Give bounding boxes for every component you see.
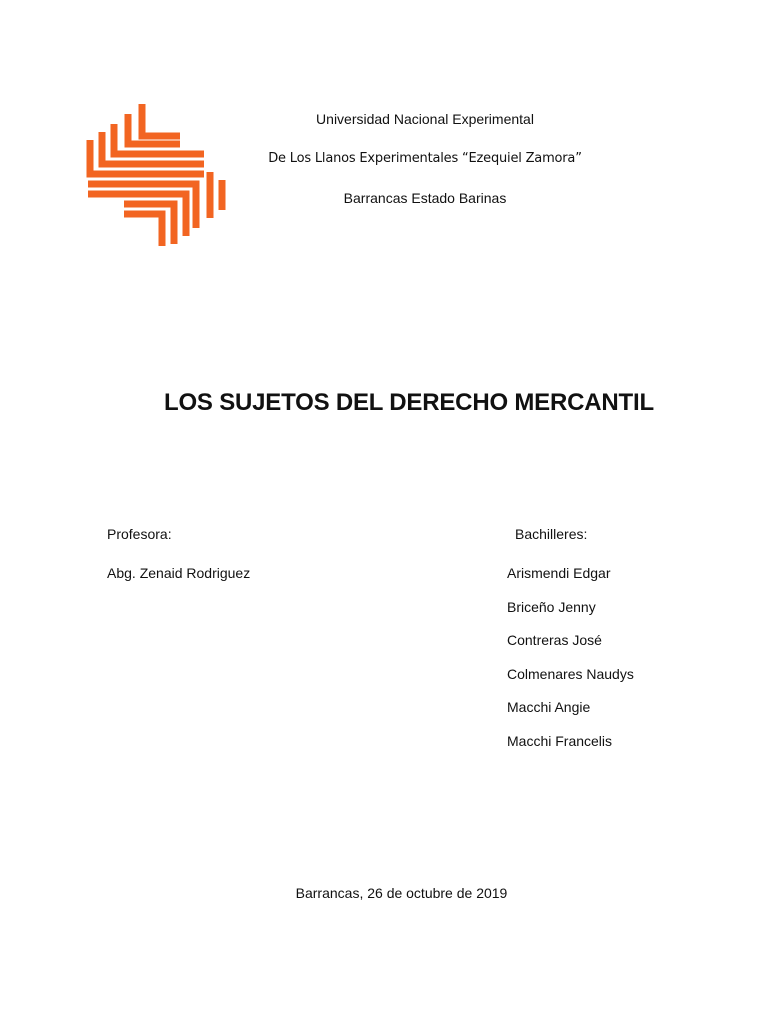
profesora-label: Profesora: xyxy=(107,526,172,542)
bachilleres-list xyxy=(507,564,634,766)
bachilleres-label: Bachilleres: xyxy=(515,526,588,542)
document-title: LOS SUJETOS DEL DERECHO MERCANTIL xyxy=(164,389,654,416)
header-university-subtitle: De Los Llanos Experimentales “Ezequiel Zamora” xyxy=(268,151,582,166)
list-item: Macchi Francelis xyxy=(507,732,613,749)
list-item: Arismendi Edgar xyxy=(507,565,611,581)
header-location: Barrancas Estado Barinas xyxy=(343,190,507,206)
header-university-name: Universidad Nacional Experimental xyxy=(316,111,534,127)
place-and-date: Barrancas, 26 de octubre de 2019 xyxy=(295,885,508,901)
list-item: Briceño Jenny xyxy=(507,598,596,615)
profesora-name: Abg. Zenaid Rodriguez xyxy=(107,565,251,581)
list-item: Contreras José xyxy=(507,632,602,649)
list-item: Colmenares Naudys xyxy=(507,665,634,682)
list-item: Macchi Angie xyxy=(507,699,591,716)
